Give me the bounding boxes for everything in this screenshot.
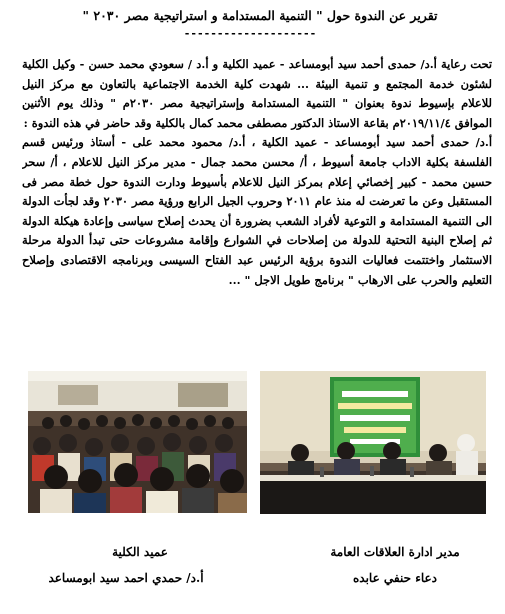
pr-director-title: مدير ادارة العلاقات العامة: [330, 545, 460, 559]
report-paragraph-1: تحت رعاية أ.د/ حمدى أحمد سيد أبومساعد - عميد الكلية و أ.د / سعودي محمد حسن - وكيل الكلية لشئون خدمة المجتمع و تنمية البيئة ... شهدت كلية الخدمة الاجتماعية بالتعاون مع مركز النيل للاعلام بإسيوط ندوة بعنوان " التنمية المستدامة وإستراتيجية مصر ٢٠٣٠م " وذلك يوم الأثنين الموافق ٢٠١٩/١١/٤م بقاعة الاستاذ الدكتور مصطفى محمد كمال بالكلية وقد حاضر في هذه الندوة :: [22, 57, 492, 130]
report-body: [22, 55, 492, 367]
panel-photo: [260, 371, 486, 514]
pr-director-name: دعاء حنفي عابده: [352, 571, 437, 585]
report-title: تقرير عن الندوة حول " التنمية المستدامة و استراتيجية مصر ٢٠٣٠ ": [82, 8, 438, 23]
title-underline: --------------------: [183, 28, 317, 40]
audience-photo: [28, 371, 247, 513]
dean-title: عميد الكلية: [112, 545, 168, 559]
report-paragraph-2: أ.د/ حمدى أحمد سيد أبومساعد - عميد الكلية ، أ.د/ محمود محمد على - أستاذ ورئيس قسم الفلسفة بكلية الاداب جامعة أسيوط ، أ/ محسن محمد جمال - مدير مركز النيل للاعلام ، أ/ سحر حسين محمد - كبير إخصائي إعلام بمركز النيل للاعلام بأسيوط ودارت الندوة حول خطة مصر فى المستقبل وعن ما تعرضت له منذ عام ٢٠١١ وحروب الجيل الرابع ورؤية مصر ٢٠٣٠ وقد لجأت الدولة الى التنمية المستدامة و التوعية لأفراد الشعب بضرورة أن يحدث إصلاح سياسى وإعادة هيكلة الدولة ثم إصلاح البنية التحتية للدولة من إصلاحات في الشوارع وإقامة مشروعات حتى تبدأ الدولة مرحلة الاستثمار واختتمت فعاليات الندوة برؤية الرئيس عبد الفتاح السيسى وبرنامجه الاقتصادى وإصلاح التعليم والحرب على الارهاب " برنامج طويل الاجل " ...: [22, 135, 492, 287]
dean-name: أ.د/ حمدي احمد سيد ابومساعد: [48, 571, 204, 585]
